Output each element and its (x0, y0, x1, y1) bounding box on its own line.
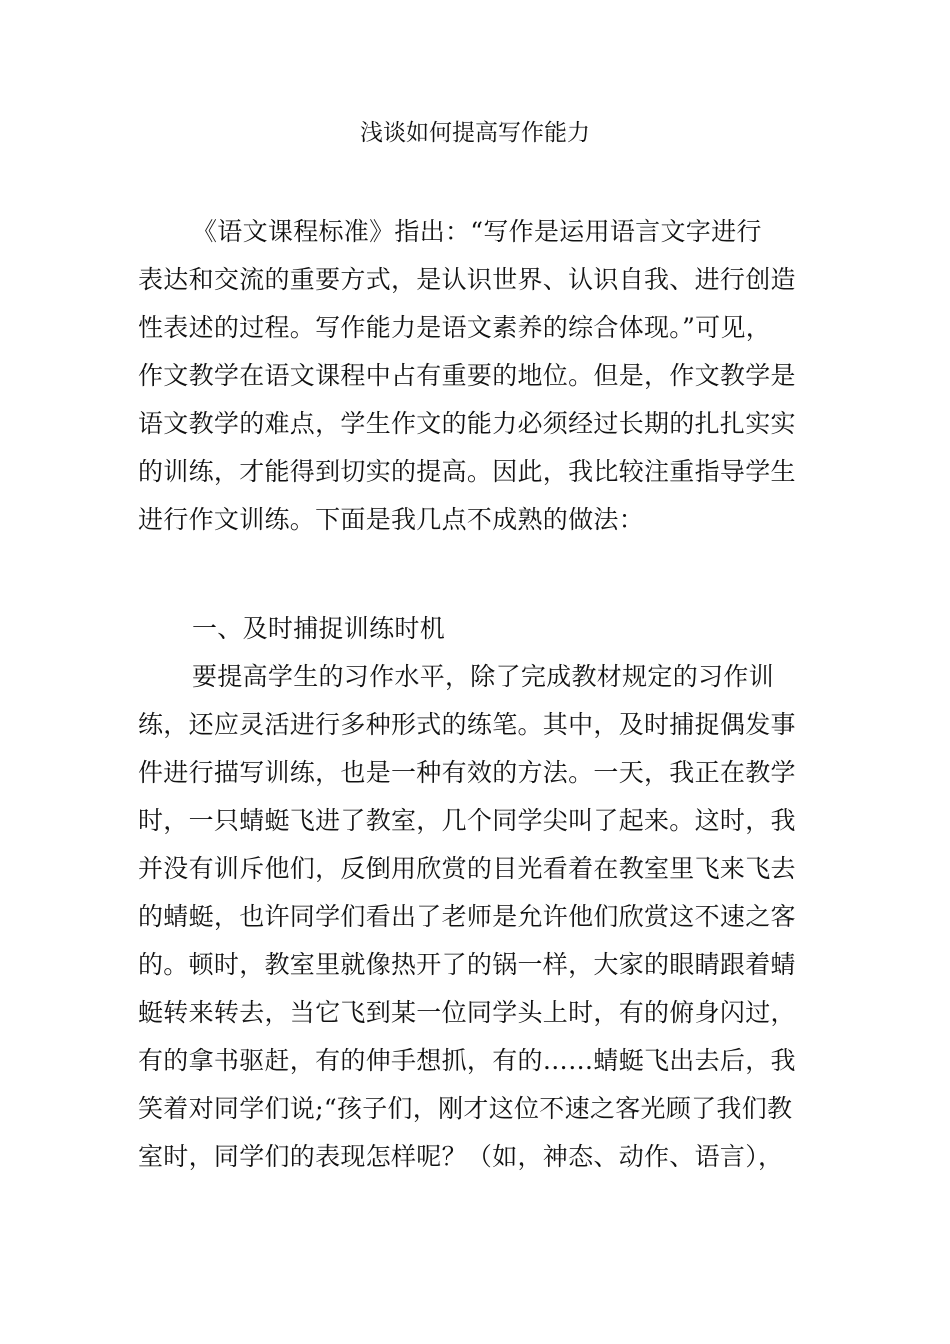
section-line-9: 有的拿书驱赶，有的伸手想抓，有的……蜻蜓飞出去后，我 (138, 1046, 796, 1075)
section-line-2: 练，还应灵活进行多种形式的练笔。其中，及时捕捉偶发事 (138, 710, 796, 739)
intro-line-4: 作文教学在语文课程中占有重要的地位。但是，作文教学是 (138, 361, 796, 390)
intro-line-1: 《语文课程标准》指出：“写作是运用语言文字进行 (192, 217, 762, 246)
section-line-1: 要提高学生的习作水平，除了完成教材规定的习作训 (192, 662, 774, 691)
section-line-11: 室时，同学们的表现怎样呢？（如，神态、动作、语言）， (138, 1142, 784, 1171)
section-line-5: 并没有训斥他们，反倒用欣赏的目光看着在教室里飞来飞去 (138, 854, 796, 883)
intro-line-2: 表达和交流的重要方式，是认识世界、认识自我、进行创造 (138, 265, 796, 294)
intro-line-7: 进行作文训练。下面是我几点不成熟的做法： (138, 505, 645, 534)
section-line-6: 的蜻蜓，也许同学们看出了老师是允许他们欣赏这不速之客 (138, 902, 796, 931)
intro-line-6: 的训练，才能得到切实的提高。因此，我比较注重指导学生 (138, 457, 796, 486)
document-title: 浅谈如何提高写作能力 (360, 120, 590, 146)
section-line-7: 的。顿时，教室里就像热开了的锅一样，大家的眼睛跟着蜻 (138, 950, 796, 979)
section-line-4: 时，一只蜻蜓飞进了教室，几个同学尖叫了起来。这时，我 (138, 806, 796, 835)
intro-line-3: 性表述的过程。写作能力是语文素养的综合体现。”可见， (138, 313, 772, 342)
intro-line-5: 语文教学的难点，学生作文的能力必须经过长期的扎扎实实 (138, 409, 796, 438)
section-heading: 一、及时捕捉训练时机 (192, 614, 446, 643)
section-line-10: 笑着对同学们说;“孩子们，刚才这位不速之客光顾了我们教 (138, 1094, 793, 1123)
section-line-3: 件进行描写训练，也是一种有效的方法。一天，我正在教学 (138, 758, 796, 787)
section-line-8: 蜓转来转去，当它飞到某一位同学头上时，有的俯身闪过， (138, 998, 796, 1027)
